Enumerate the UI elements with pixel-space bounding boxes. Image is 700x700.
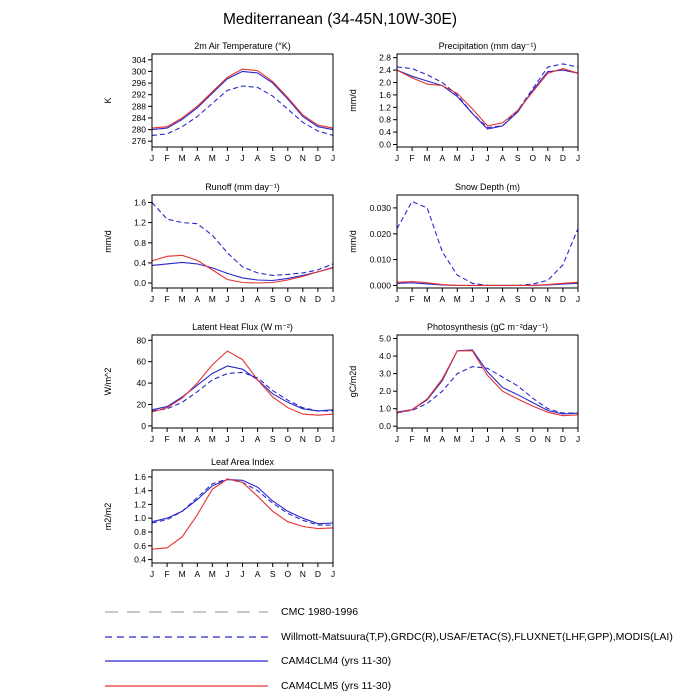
x-tick-label: J (330, 153, 336, 163)
x-tick-label: J (330, 434, 336, 444)
x-tick-label: A (439, 294, 446, 304)
x-tick-label: S (514, 153, 521, 163)
x-tick-label: J (240, 434, 245, 444)
y-tick-label: 2.4 (379, 65, 391, 76)
legend-item-cam4clm4 (105, 649, 685, 674)
x-tick-label: D (314, 434, 321, 444)
y-tick-label: 0 (141, 420, 146, 431)
x-tick-label: F (164, 569, 170, 579)
chart-svg (339, 321, 599, 471)
x-tick-label: O (529, 434, 537, 444)
x-tick-label: M (453, 153, 461, 163)
legend-label: CMC 1980-1996 (281, 606, 359, 619)
x-tick-label: J (575, 294, 581, 304)
x-tick-label: M (178, 434, 186, 444)
legend-label: CAM4CLM5 (yrs 11-30) (281, 679, 392, 692)
legend-line-sample (105, 605, 268, 619)
legend-item-cam4clm5 (105, 674, 685, 699)
y-tick-label: 0.0 (379, 139, 391, 150)
y-tick-label: 0.4 (379, 127, 391, 138)
legend-line-sample (105, 679, 268, 693)
x-tick-label: O (529, 153, 537, 163)
x-tick-label: D (314, 294, 321, 304)
x-tick-label: M (208, 569, 216, 579)
y-tick-label: 0.030 (369, 202, 391, 213)
x-tick-label: N (299, 294, 306, 304)
series-line-obs (397, 367, 578, 414)
x-tick-label: N (299, 434, 306, 444)
series-line-obs (152, 372, 333, 411)
x-tick-label: M (423, 153, 431, 163)
chart-snow-depth (339, 181, 599, 331)
series-line-obs (152, 203, 333, 276)
legend (105, 600, 685, 698)
x-tick-label: J (575, 153, 581, 163)
chart-air-temperature (94, 40, 354, 190)
y-tick-label: 1.6 (134, 197, 146, 208)
chart-precipitation (339, 40, 599, 190)
x-tick-label: A (254, 294, 261, 304)
x-tick-label: J (149, 294, 155, 304)
x-tick-label: D (559, 434, 566, 444)
y-tick-label: 0.4 (134, 257, 146, 268)
x-tick-label: J (149, 434, 155, 444)
chart-runoff (94, 181, 354, 331)
x-tick-label: F (409, 434, 415, 444)
x-tick-label: S (514, 294, 521, 304)
series-line-cam4clm4-yrs-11-30 (397, 70, 578, 129)
x-tick-label: M (453, 434, 461, 444)
x-tick-label: J (485, 153, 490, 163)
x-tick-label: D (559, 294, 566, 304)
x-tick-label: F (409, 153, 415, 163)
x-tick-label: M (178, 153, 186, 163)
y-tick-label: 1.2 (379, 102, 391, 113)
series-line-cam4clm4-yrs-11-30 (152, 480, 333, 524)
x-tick-label: M (423, 294, 431, 304)
x-tick-label: M (208, 294, 216, 304)
x-tick-label: M (208, 153, 216, 163)
x-tick-label: F (164, 434, 170, 444)
chart-svg (94, 456, 354, 606)
x-tick-label: J (225, 294, 230, 304)
series-line-cam4clm5-yrs-11-30 (397, 351, 578, 416)
y-tick-label: 0.020 (369, 228, 391, 239)
x-tick-label: F (409, 294, 415, 304)
plot-frame (397, 54, 578, 147)
x-tick-label: J (394, 294, 400, 304)
x-tick-label: F (164, 153, 170, 163)
legend-label: Willmott-Matsuura(T,P),GRDC(R),USAF/ETAC(S),FLUXNET(LHF,GPP),MODIS(LAI) (281, 630, 673, 643)
series-line-obs (397, 64, 578, 128)
x-tick-label: A (254, 153, 261, 163)
chart-title: Photosynthesis (gC m⁻²day⁻¹) (426, 322, 549, 332)
y-tick-label: 296 (131, 78, 146, 89)
plot-frame (397, 335, 578, 428)
y-tick-label: 0.8 (134, 527, 146, 537)
series-line-cam4clm5-yrs-11-30 (152, 351, 333, 415)
y-tick-label: 292 (131, 89, 146, 100)
x-tick-label: N (544, 153, 551, 163)
series-line-cam4clm5-yrs-11-30 (152, 255, 333, 283)
x-tick-label: S (269, 294, 276, 304)
y-tick-label: 284 (131, 112, 146, 123)
y-tick-label: 40 (136, 378, 146, 389)
x-tick-label: J (330, 569, 336, 579)
x-tick-label: S (514, 434, 521, 444)
chart-svg (94, 181, 354, 331)
y-tick-label: 0.000 (369, 280, 391, 291)
y-tick-label: 0.8 (134, 237, 146, 248)
y-tick-label: 300 (131, 66, 146, 77)
x-tick-label: N (299, 569, 306, 579)
x-tick-label: J (394, 153, 400, 163)
x-tick-label: M (178, 569, 186, 579)
series-line-cam4clm4-yrs-11-30 (152, 71, 333, 129)
y-tick-label: 1.6 (379, 89, 391, 100)
y-tick-label: 304 (131, 54, 146, 65)
x-tick-label: J (470, 434, 475, 444)
x-tick-label: O (284, 294, 292, 304)
x-tick-label: A (254, 434, 261, 444)
x-tick-label: A (194, 153, 201, 163)
legend-line-sample (105, 630, 268, 644)
legend-item-willmott-matsuura (105, 625, 685, 650)
chart-title: Snow Depth (m) (454, 182, 521, 192)
y-tick-label: 288 (131, 101, 146, 112)
legend-item-cmc-1980-1996 (105, 600, 685, 625)
x-tick-label: S (269, 153, 276, 163)
x-tick-label: D (314, 153, 321, 163)
x-tick-label: A (499, 294, 506, 304)
y-tick-label: 0.0 (379, 421, 391, 432)
chart-svg (94, 40, 354, 190)
y-tick-label: 80 (136, 335, 146, 346)
x-tick-label: J (225, 569, 230, 579)
x-tick-label: J (225, 434, 230, 444)
chart-latent-heat-flux (94, 321, 354, 471)
chart-svg (339, 181, 599, 331)
page-title: Mediterranean (34-45N,10W-30E) (222, 11, 458, 28)
y-axis-label: gC/m2d (348, 365, 358, 398)
y-axis-label: mm/d (348, 89, 358, 112)
chart-leaf-area-index (94, 456, 354, 606)
x-tick-label: J (485, 434, 490, 444)
x-tick-label: J (470, 294, 475, 304)
y-tick-label: 3.0 (379, 368, 391, 379)
y-tick-label: 1.0 (134, 513, 146, 524)
y-tick-label: 1.4 (134, 485, 146, 496)
y-tick-label: 280 (131, 124, 146, 135)
x-tick-label: J (240, 294, 245, 304)
series-line-cam4clm4-yrs-11-30 (152, 262, 333, 280)
y-tick-label: 276 (131, 136, 146, 147)
x-tick-label: N (544, 434, 551, 444)
series-line-cam4clm5-yrs-11-30 (397, 69, 578, 126)
x-tick-label: O (284, 434, 292, 444)
chart-title: 2m Air Temperature (°K) (194, 41, 291, 51)
x-tick-label: A (194, 434, 201, 444)
x-tick-label: O (529, 294, 537, 304)
x-tick-label: O (284, 153, 292, 163)
y-tick-label: 1.2 (134, 499, 146, 510)
y-tick-label: 1.0 (379, 403, 391, 414)
x-tick-label: A (254, 569, 261, 579)
y-axis-label: mm/d (103, 230, 113, 253)
series-line-cam4clm5-yrs-11-30 (152, 479, 333, 549)
x-tick-label: D (559, 153, 566, 163)
x-tick-label: A (499, 434, 506, 444)
chart-svg (94, 321, 354, 471)
x-tick-label: S (269, 569, 276, 579)
x-tick-label: M (423, 434, 431, 444)
y-axis-label: W/m^2 (103, 367, 113, 396)
y-tick-label: 4.0 (379, 351, 391, 362)
plot-frame (397, 195, 578, 288)
chart-photosynthesis (339, 321, 599, 471)
series-line-obs (397, 202, 578, 286)
x-tick-label: J (485, 294, 490, 304)
x-tick-label: S (269, 434, 276, 444)
x-tick-label: A (439, 153, 446, 163)
x-tick-label: F (164, 294, 170, 304)
x-tick-label: N (544, 294, 551, 304)
x-tick-label: J (575, 434, 581, 444)
y-tick-label: 1.2 (134, 217, 146, 228)
x-tick-label: A (439, 434, 446, 444)
y-tick-label: 2.0 (379, 386, 391, 397)
x-tick-label: D (314, 569, 321, 579)
y-tick-label: 2.0 (379, 77, 391, 88)
chart-title: Precipitation (mm day⁻¹) (438, 41, 537, 51)
x-tick-label: M (208, 434, 216, 444)
y-tick-label: 0.010 (369, 254, 391, 265)
y-axis-label: K (103, 97, 113, 104)
y-axis-label: m2/m2 (103, 502, 113, 531)
y-tick-label: 0.0 (134, 278, 146, 288)
x-tick-label: A (194, 569, 201, 579)
y-tick-label: 2.8 (379, 52, 391, 63)
y-tick-label: 60 (136, 356, 146, 367)
y-axis-label: mm/d (348, 230, 358, 253)
series-line-cam4clm5-yrs-11-30 (152, 69, 333, 128)
plot-frame (152, 470, 333, 563)
y-tick-label: 0.4 (134, 554, 146, 565)
y-tick-label: 1.6 (134, 471, 146, 482)
chart-title: Leaf Area Index (210, 457, 275, 467)
x-tick-label: O (284, 569, 292, 579)
y-tick-label: 0.8 (379, 114, 391, 125)
x-tick-label: M (178, 294, 186, 304)
series-line-obs (152, 479, 333, 525)
legend-label: CAM4CLM4 (yrs 11-30) (281, 655, 392, 668)
plot-frame (152, 54, 333, 147)
y-tick-label: 0.6 (134, 540, 146, 551)
y-tick-label: 5.0 (379, 333, 391, 344)
x-tick-label: J (240, 569, 245, 579)
x-tick-label: J (149, 153, 155, 163)
y-tick-label: 20 (136, 399, 146, 410)
chart-title: Runoff (mm day⁻¹) (205, 182, 280, 192)
x-tick-label: J (394, 434, 400, 444)
chart-svg (339, 40, 599, 190)
x-tick-label: J (330, 294, 336, 304)
x-tick-label: A (194, 294, 201, 304)
x-tick-label: M (453, 294, 461, 304)
plot-frame (152, 195, 333, 288)
x-tick-label: A (499, 153, 506, 163)
legend-line-sample (105, 654, 268, 668)
chart-title: Latent Heat Flux (W m⁻²) (192, 322, 293, 332)
x-tick-label: J (225, 153, 230, 163)
x-tick-label: J (149, 569, 155, 579)
x-tick-label: N (299, 153, 306, 163)
series-line-obs (152, 86, 333, 135)
x-tick-label: J (470, 153, 475, 163)
x-tick-label: J (240, 153, 245, 163)
